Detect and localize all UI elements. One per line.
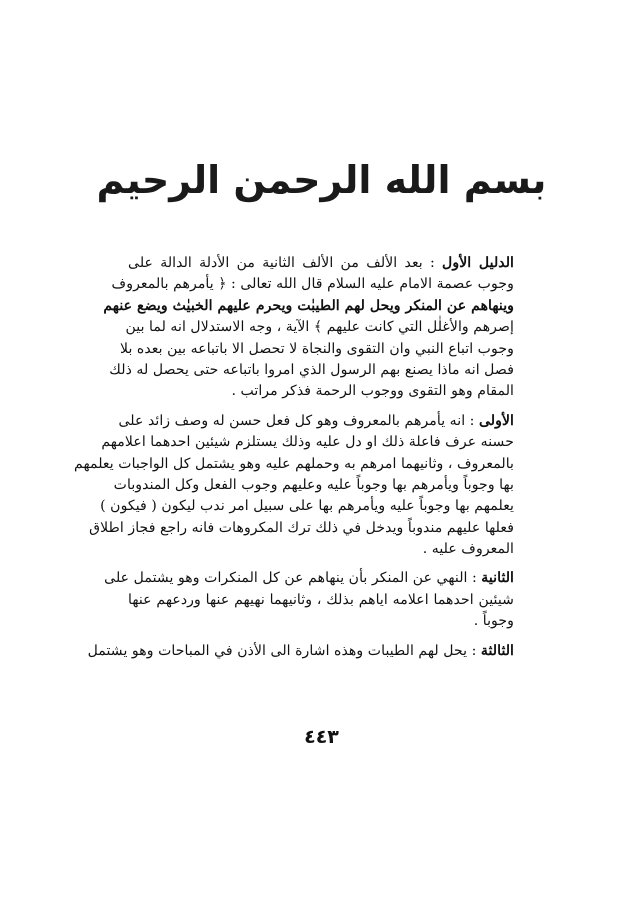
text-line: إصرهم والأغلٰل التي كانت عليهم ﴾ الآية ، وجه الاستدلال انه لما بين [125, 319, 514, 336]
paragraph-first-rank [74, 411, 514, 561]
paragraph-first-proof [103, 253, 514, 403]
text-line: فعلها عليهم مندوباً ويدخل في ذلك ترك المكروهات فانه راجع فجاز اطلاق [89, 519, 514, 536]
text-line: الثانية : النهي عن المنكر بأن ينهاهم عن كل المنكرات وهو يشتمل على [104, 570, 514, 587]
section-heading: الأولى [478, 412, 514, 429]
text-line: الأولى : انه يأمرهم بالمعروف وهو كل فعل حسن له وصف زائد على [118, 412, 514, 429]
text-line: فصل انه ماذا يصنع بهم الرسول الذي امروا باتباعه حتى يحصل له ذلك [109, 361, 514, 378]
text-line: حسنه عرف فاعلة ذلك او دل عليه وذلك يستلزم شيئين احدهما اعلامهم [101, 434, 514, 451]
paragraph-third-rank [87, 641, 514, 662]
body-text [74, 253, 514, 662]
text-line: وجوباً . [473, 613, 514, 630]
text-line: وجوب عصمة الامام عليه السلام قال الله تعالى : ﴿ يأمرهم بالمعروف [111, 276, 514, 293]
text-line: شيئين احدهما اعلامه اياهم بذلك ، وثانيهما نهيهم عنها وردعهم عنها [128, 591, 514, 608]
text-line: الثالثة : يحل لهم الطيبات وهذه اشارة الى الأذن في المباحات وهو يشتمل [87, 642, 514, 659]
paragraph-second-rank [104, 568, 514, 632]
text-line: وينهاهم عن المنكر ويحل لهم الطيبٰت ويحرم عليهم الخبيٰث ويضع عنهم [103, 297, 514, 314]
text-line: يعلمهم بها وجوباً عليه ويأمرهم بها على سبيل امر ندب ليكون ( فيكون ) [100, 498, 514, 515]
text-line: وجوب اتباع النبي وان التقوى والنجاة لا تحصل الا باتباعه بين بعده بلا [119, 340, 514, 357]
section-heading: الثانية [481, 570, 514, 587]
page-number: ٤٤٣ [304, 726, 339, 748]
text-line: المعروف عليه . [422, 541, 514, 558]
text-line: المقام وهو التقوى ووجوب الرحمة فذكر مراتب . [231, 383, 514, 400]
section-heading: الثالثة [480, 642, 514, 659]
section-heading: الدليل الأول [442, 255, 514, 271]
text-line: بالمعروف ، وثانيهما امرهم به وحملهم عليه وهو يشتمل كل الواجبات يعلمهم [74, 455, 514, 472]
text-line: بها وجوباً ويأمرهم بها وجوباً عليه وعليهم وجوب الفعل وكل المندوبات [113, 476, 514, 493]
basmala-calligraphy: بسم الله الرحمن الرحيم [96, 158, 547, 202]
text-line: الدليل الأول : بعد الألف من الألف الثانية من الأدلة الدالة على [128, 255, 514, 271]
